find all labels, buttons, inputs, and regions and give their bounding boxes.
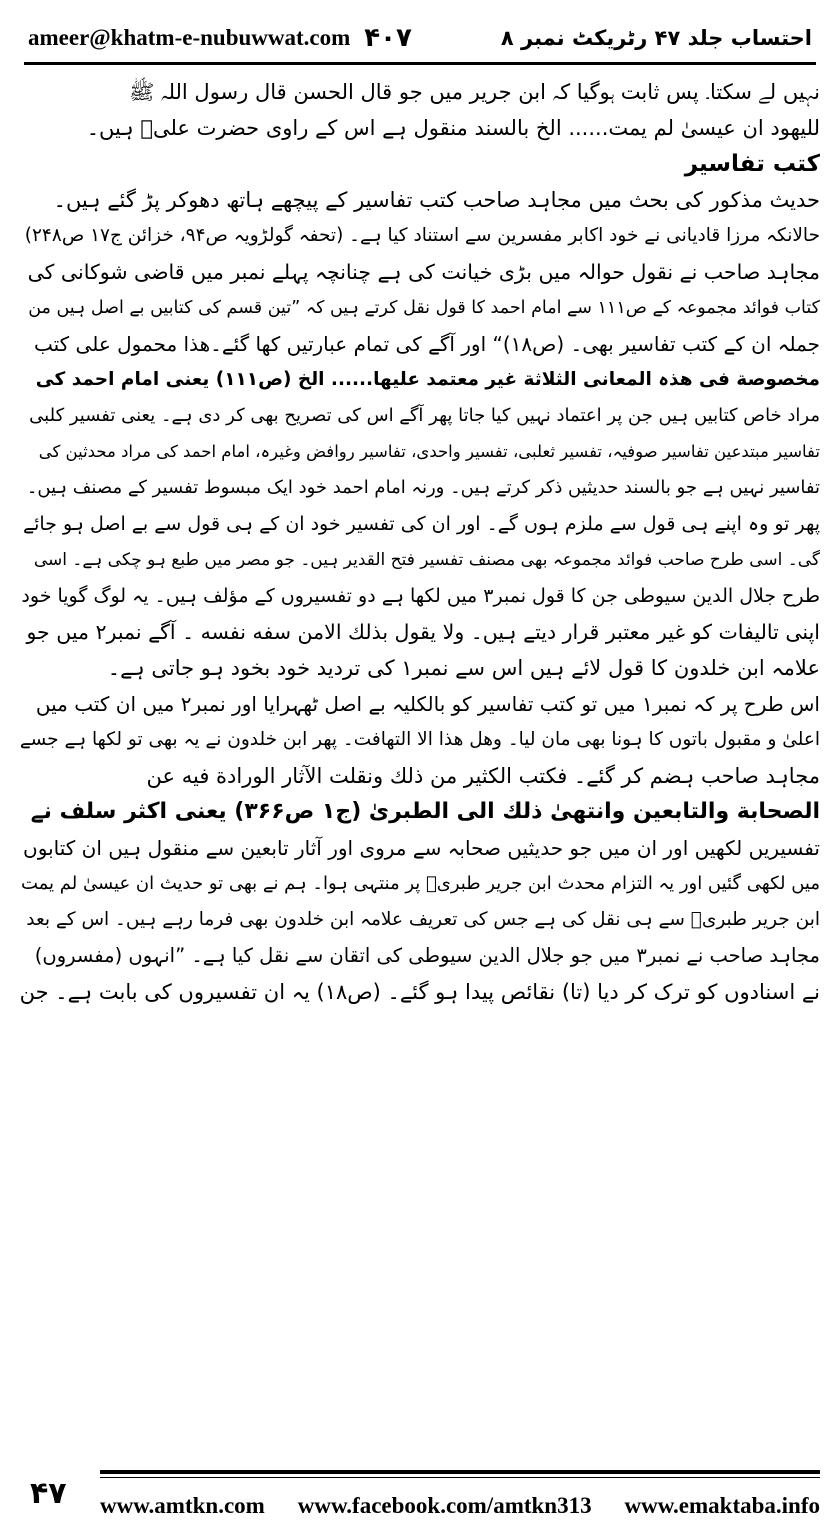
section-heading: کتب تفاسیر [684,151,820,177]
text-line: نے اسنادوں کو ترک کر دیا (تا) نقائص پیدا ہو گئے۔ (ص۱۸) یہ ان تفسیروں کی بابت ہے۔ جن [20,980,820,1004]
header-rule [24,62,816,65]
text-line: للیھود ان عیسیٰ لم یمت...... الخ بالسند منقول ہے اس کے راوی حضرت علیؓ ہیں۔ [86,116,820,140]
text-line: کتاب فوائد مجموعہ کے ص۱۱۱ سے امام احمد کا قول نقل کرتے ہیں کہ ”تین قسم کی کتابیں بے اصل ہیں من [28,298,820,318]
text-line: حالانکہ مرزا قادیانی نے خود اکابر مفسرین سے استناد کیا ہے۔ (تحفہ گولڑویہ ص۹۴، خزائن ج۱۷ ص۲۴۸) [24,225,820,246]
running-title: احتساب جلد ۴۷ رٹریکٹ نمبر ۸ [500,26,812,50]
text-line: مخصوصة فی ھذہ المعانی الثلاثة غیر معتمد علیھا...... الخ (ص۱۱۱) یعنی امام احمد کی [35,369,820,390]
text-line: مجاہد صاحب نے نقول حوالہ میں بڑی خیانت کی ہے چنانچہ پہلے نمبر میں قاضی شوکانی کی [27,260,820,284]
header-email: ameer@khatm-e-nubuwwat.com [28,25,351,50]
footer-rule [100,1470,820,1474]
text-line: گی۔ اسی طرح صاحب فوائد مجموعہ بھی مصنف تفسیر فتح القدیر ہیں۔ جو مصر میں طبع ہو چکی ہے۔ اسی [33,550,820,570]
text-line: جملہ ان کے کتب تفاسیر بھی۔ (ص۱۸)“ اور آگے کی تمام عبارتیں کھا گئے۔ھذا محمول علی کتب [34,332,820,356]
text-line: حدیث مذکور کی بحث میں مجاہد صاحب کتب تفاسیر کے پیچھے ہاتھ دھوکر پڑ گئے ہیں۔ [53,188,820,212]
text-line: تفسیریں لکھیں اور ان میں جو حدیثیں صحابہ سے مروی اور آثار تابعین سے منقول ہیں ان کتابوں [23,836,820,860]
text-line: پھر تو وہ اپنے ہی قول سے ملزم ہوں گے۔ اور ان کی تفسیر خود ان کے ہی قول سے بے اصل ہو جائے [22,513,820,535]
footer-url-emaktaba[interactable]: www.emaktaba.info [624,1493,820,1518]
text-line: طرح جلال الدین سیوطی جن کا قول نمبر۳ میں لکھا ہے دو تفسیروں کے مؤلف ہیں۔ یہ لوگ گویا خود [21,585,820,607]
text-line: ابن جریر طبریؒ سے ہی نقل کی ہے جس کی تعریف علامہ ابن خلدون بھی فرما رہے ہیں۔ اس کے بعد [26,909,820,930]
header-left [28,23,412,53]
text-line: اس طرح پر کہ نمبر۱ میں تو کتب تفاسیر کو بالکلیہ بے اصل ٹھہرایا اور نمبر۲ میں ان کتب میں [35,692,820,716]
text-line: تفاسیر نہیں ہے جو بالسند حدیثیں ذکر کرتے ہیں۔ ورنہ امام احمد خود ایک مبسوط تفسیر کے مصنف ہیں۔ [26,477,820,498]
text-line: اپنی تالیفات کو غیر معتبر قرار دیتے ہیں۔ ولا یقول بذلك الامن سفه نفسه ۔ آگے نمبر۲ میں جو [26,620,820,644]
footer-page-number: ۴۷ [30,1476,67,1511]
text-line: الصحابة والتابعین وانتھیٰ ذلك الی الطبریٰ (ج۱ ص۳۶۶) یعنی اکثر سلف نے [30,799,820,824]
text-line: مجاہد صاحب نے نمبر۳ میں جو جلال الدین سیوطی کی اتقان سے نقل کیا ہے۔ ”انہوں (مفسروں) [34,944,820,967]
footer-rule-thin [100,1477,820,1478]
header-page-number: ۴۰۷ [364,23,412,53]
text-line: اعلیٰ و مقبول باتوں کا ہونا بھی مان لیا۔ وھل ھذا الا التھافت۔ پھر ابن خلدون نے یہ بھی تو لکھا ہے جسے [20,729,820,750]
footer-url-amtkn[interactable]: www.amtkn.com [100,1493,265,1518]
text-line: نہیں لے سکتا۔ پس ثابت ہوگیا کہ ابن جریر میں جو قال الحسن قال رسول اللہ ﷺ [129,80,820,104]
page-header [28,14,812,62]
body-text [20,74,820,1454]
footer-url-facebook[interactable]: www.facebook.com/amtkn313 [297,1493,592,1518]
text-line: مجاہد صاحب ہضم کر گئے۔ فکتب الکثیر من ذلك ونقلت الآثار الورادة فیه عن [146,764,820,788]
text-line: مراد خاص کتابیں ہیں جن پر اعتماد نہیں کیا جاتا پھر آگے اس کی تصریح بھی کر دی ہے۔ یعنی تفسیر کلبی [29,405,820,426]
text-line: علامہ ابن خلدون کا قول لائے ہیں اس سے نمبر۱ کی تردید خود بخود ہو جاتی ہے۔ [107,656,820,680]
text-line: میں لکھی گئیں اور یہ التزام محدث ابن جریر طبریؒ پر منتہی ہوا۔ ہم نے بھی تو حدیث ان عیسیٰ لم یمت [20,873,820,894]
footer-links [100,1486,820,1526]
text-line: تفاسیر مبتدعین تفاسیر صوفیہ، تفسیر ثعلبی، تفسیر واحدی، تفاسیر روافض وغیرہ، امام احمد کی مراد محدثین کی [38,442,820,461]
